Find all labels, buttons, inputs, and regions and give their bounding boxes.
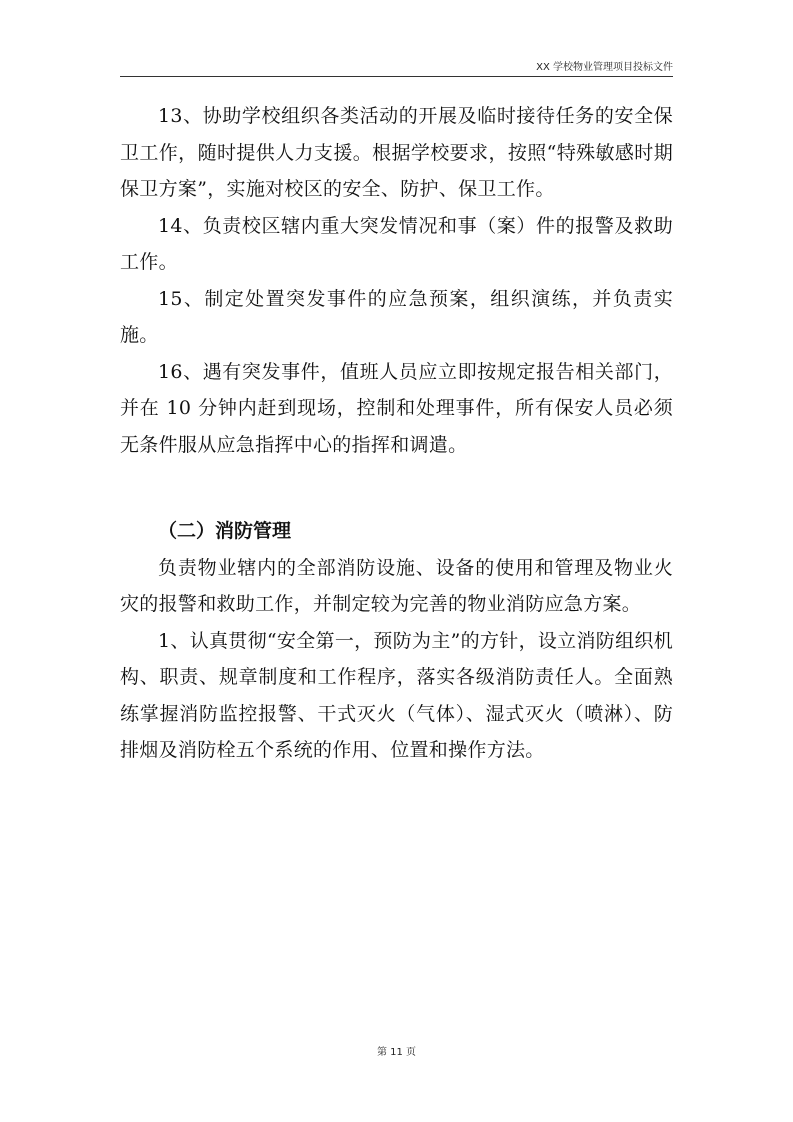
paragraph-item-16: 16、遇有突发事件，值班人员应立即按规定报告相关部门，并在 10 分钟内赶到现场，控制和处理事件，所有保安人员必须无条件服从应急指挥中心的指挥和调遣。 (120, 360, 673, 456)
paragraph-item-15: 15、制定处置突发事件的应急预案，组织演练，并负责实施。 (120, 287, 673, 346)
header-title: XX 学校物业管理项目投标文件 (536, 62, 673, 73)
section-title-fire-management: （二）消防管理 (158, 520, 292, 542)
paragraph-item-14: 14、负责校区辖内重大突发情况和事（案）件的报警及救助工作。 (120, 214, 673, 273)
section-intro-paragraph: 负责物业辖内的全部消防设施、设备的使用和管理及物业火灾的报警和救助工作，并制定较为完善的物业消防应急方案。 (120, 556, 673, 615)
document-body (120, 98, 673, 769)
page-footer (0, 1043, 793, 1058)
page-header (120, 56, 673, 77)
paragraph-item-13: 13、协助学校组织各类活动的开展及临时接待任务的安全保卫工作，随时提供人力支援。根据学校要求，按照“特殊敏感时期保卫方案”，实施对校区的安全、防护、保卫工作。 (120, 105, 673, 200)
paragraph-item-1: 1、认真贯彻“安全第一，预防为主”的方针，设立消防组织机构、职责、规章制度和工作程序，落实各级消防责任人。全面熟练掌握消防监控报警、干式灭火（气体）、湿式灭火（喷淋）、防排烟及消防栓五个系统的作用、位置和操作方法。 (120, 629, 673, 761)
page-number: 第 11 页 (376, 1047, 417, 1058)
